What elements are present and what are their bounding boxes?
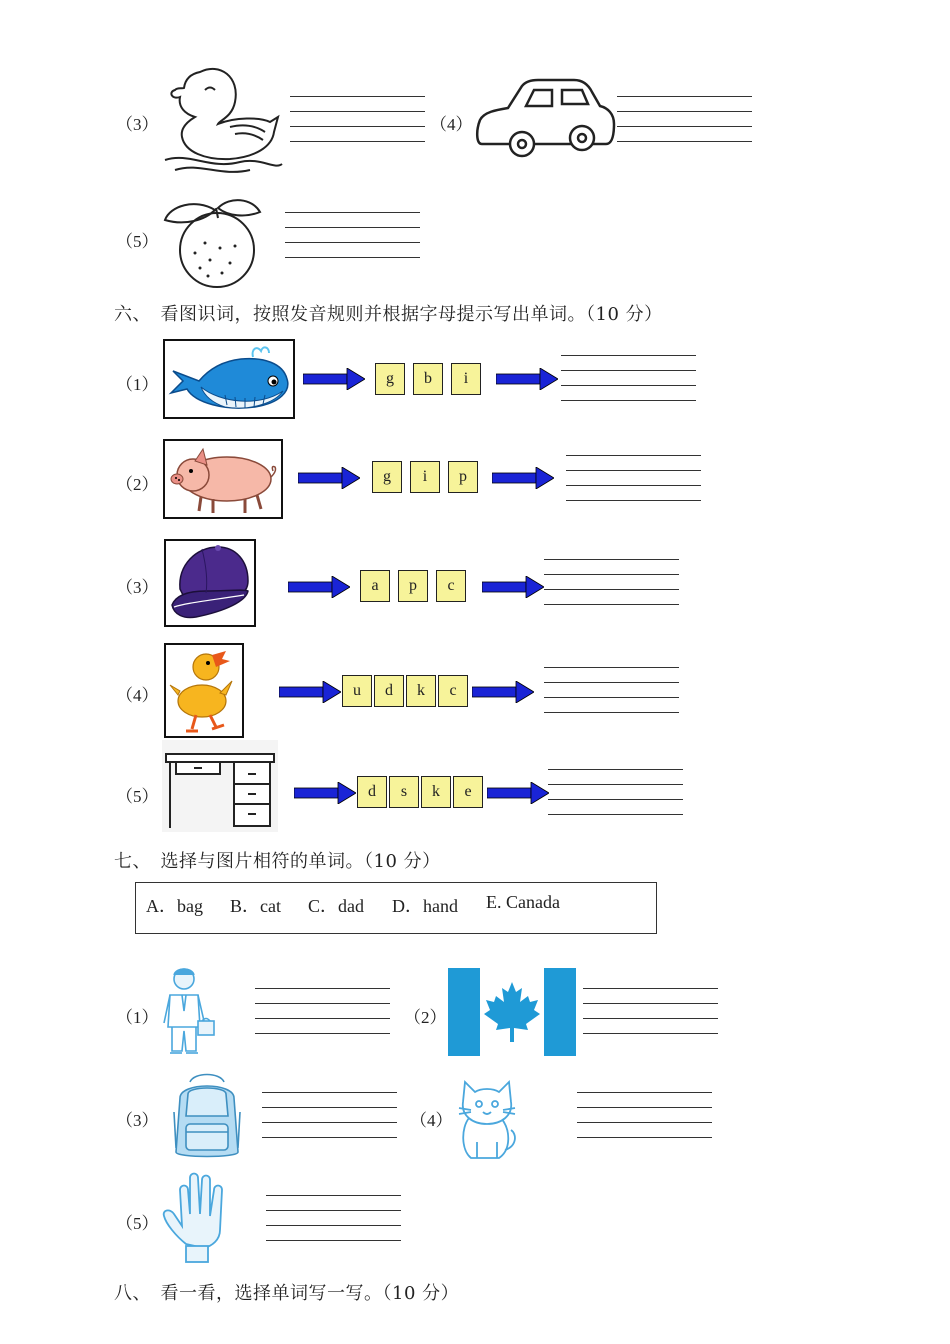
arrow-icon <box>294 782 356 804</box>
answer-lines[interactable] <box>266 1195 401 1241</box>
letter-tile: p <box>448 461 478 493</box>
arrow-icon <box>492 467 554 489</box>
car-outline-picture <box>474 78 616 160</box>
answer-lines[interactable] <box>566 455 701 501</box>
cap-picture <box>164 539 256 627</box>
letter-tile: p <box>398 570 428 602</box>
pig-picture <box>163 439 283 519</box>
backpack-picture <box>170 1072 244 1162</box>
letter-tile: k <box>406 675 436 707</box>
cat-picture <box>455 1072 519 1162</box>
section-heading: 七、 选择与图片相符的单词。（10 分） <box>114 851 441 872</box>
item-number: （5） <box>116 787 159 806</box>
item-number: （3） <box>116 115 159 134</box>
canada-flag-picture <box>448 968 576 1056</box>
answer-lines[interactable] <box>617 96 752 142</box>
letter-tile: k <box>421 776 451 808</box>
arrow-icon <box>496 368 558 390</box>
letter-tile: c <box>438 675 468 707</box>
hand-picture <box>160 1170 242 1266</box>
item-number: （5） <box>116 232 159 251</box>
item-number: （1） <box>116 375 159 394</box>
answer-lines[interactable] <box>544 559 679 605</box>
answer-lines[interactable] <box>255 988 390 1034</box>
letter-tile: b <box>413 363 443 395</box>
item-number: （1） <box>116 1008 159 1027</box>
letter-tile: g <box>372 461 402 493</box>
item-number: （2） <box>116 475 159 494</box>
whale-picture <box>163 339 295 419</box>
section-heading: 八、 看一看，选择单词写一写。（10 分） <box>114 1283 460 1304</box>
arrow-icon <box>487 782 549 804</box>
word-option: D．hand <box>392 896 458 916</box>
letter-tile: c <box>436 570 466 602</box>
arrow-icon <box>298 467 360 489</box>
answer-lines[interactable] <box>561 355 696 401</box>
desk-picture <box>162 740 278 832</box>
answer-lines[interactable] <box>285 212 420 258</box>
letter-tile: e <box>453 776 483 808</box>
arrow-icon <box>472 681 534 703</box>
arrow-icon <box>279 681 341 703</box>
letter-tile: g <box>375 363 405 395</box>
item-number: （2） <box>404 1008 447 1027</box>
arrow-icon <box>303 368 365 390</box>
answer-lines[interactable] <box>290 96 425 142</box>
orange-outline-picture <box>160 188 265 288</box>
duck-outline-picture <box>160 62 285 177</box>
item-number: （3） <box>116 578 159 597</box>
letter-tile: i <box>451 363 481 395</box>
answer-lines[interactable] <box>548 769 683 815</box>
letter-tile: i <box>410 461 440 493</box>
duck-picture <box>164 643 244 738</box>
word-option: E. Canada <box>486 892 560 912</box>
word-option: A．bag <box>146 896 203 916</box>
letter-tile: s <box>389 776 419 808</box>
item-number: （4） <box>116 686 159 705</box>
man-with-briefcase-picture <box>158 965 218 1059</box>
item-number: （5） <box>116 1214 159 1233</box>
arrow-icon <box>482 576 544 598</box>
letter-tile: a <box>360 570 390 602</box>
letter-tile: u <box>342 675 372 707</box>
answer-lines[interactable] <box>577 1092 712 1138</box>
letter-tile: d <box>374 675 404 707</box>
answer-lines[interactable] <box>262 1092 397 1138</box>
section-heading: 六、 看图识词，按照发音规则并根据字母提示写出单词。（10 分） <box>114 304 663 325</box>
letter-tile: d <box>357 776 387 808</box>
arrow-icon <box>288 576 350 598</box>
item-number: （4） <box>410 1111 453 1130</box>
answer-lines[interactable] <box>583 988 718 1034</box>
answer-lines[interactable] <box>544 667 679 713</box>
item-number: （3） <box>116 1111 159 1130</box>
item-number: （4） <box>430 115 473 134</box>
word-option: B．cat <box>230 896 281 916</box>
word-option: C．dad <box>308 896 364 916</box>
